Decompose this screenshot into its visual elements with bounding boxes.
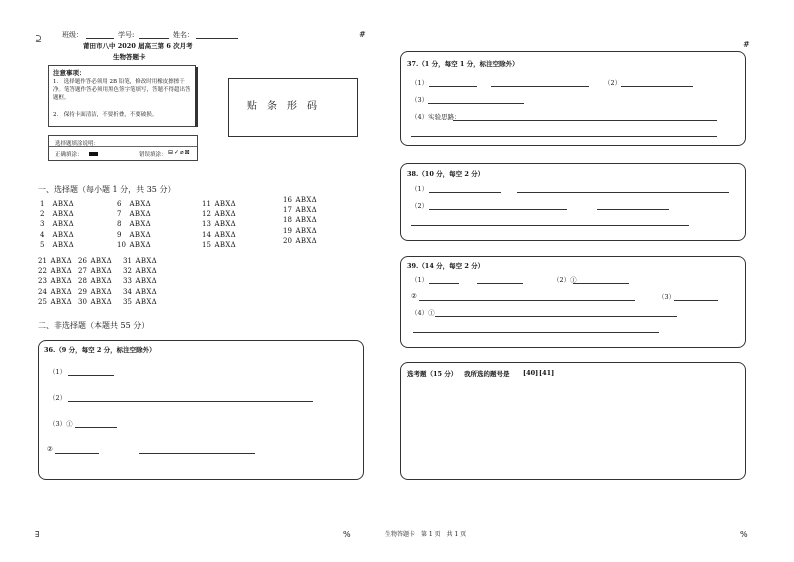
q38-title: 38.（10 分，每空 2 分） bbox=[407, 170, 485, 178]
mc-question-number: 34 bbox=[123, 287, 132, 296]
mc-question-9[interactable] bbox=[117, 231, 151, 239]
mc-question-3[interactable] bbox=[40, 220, 74, 228]
q38-answer-2b[interactable] bbox=[597, 209, 669, 210]
mc-question-11[interactable] bbox=[202, 200, 236, 208]
mc-question-number: 21 bbox=[38, 257, 47, 265]
mc-question-18[interactable] bbox=[283, 216, 317, 224]
mc-question-34[interactable] bbox=[123, 288, 157, 296]
q36-l2-label: （2） bbox=[49, 394, 67, 402]
mc-question-number: 32 bbox=[123, 267, 132, 276]
mc-question-number: 22 bbox=[38, 267, 47, 276]
mc-options[interactable]: ABXΔ bbox=[50, 230, 74, 239]
mc-question-number: 4 bbox=[40, 230, 45, 239]
q38-answer-2a[interactable] bbox=[429, 209, 567, 210]
q38-l2-label: （2） bbox=[411, 202, 429, 210]
mc-options[interactable]: ABXΔ bbox=[212, 220, 236, 229]
mc-question-number: 9 bbox=[117, 230, 122, 239]
fill-wrong-label: 错误填涂： bbox=[139, 152, 167, 158]
elective-option-40[interactable]: [40] bbox=[523, 369, 539, 377]
mc-options[interactable]: ABXΔ bbox=[212, 240, 236, 249]
mc-options[interactable]: ABXΔ bbox=[48, 257, 72, 265]
mc-question-number: 6 bbox=[117, 200, 122, 208]
mc-question-25[interactable] bbox=[38, 298, 72, 306]
mc-options[interactable]: ABXΔ bbox=[293, 206, 317, 215]
mc-question-number: 13 bbox=[202, 220, 211, 229]
page-footer: 生物答题卡 第 1 页 共 1 页 bbox=[385, 531, 467, 538]
mc-question-5[interactable] bbox=[40, 241, 74, 249]
mc-question-number: 20 bbox=[283, 236, 292, 245]
number-field[interactable] bbox=[139, 38, 169, 39]
q39-answer-3[interactable] bbox=[674, 300, 718, 301]
q39-box bbox=[400, 256, 746, 348]
mc-options[interactable]: ABXΔ bbox=[88, 267, 112, 276]
name-label: 姓名： bbox=[173, 31, 194, 39]
mc-question-23[interactable] bbox=[38, 277, 72, 285]
mc-question-20[interactable] bbox=[283, 237, 317, 245]
mc-question-number: 15 bbox=[202, 240, 211, 249]
mc-question-number: 2 bbox=[40, 210, 45, 219]
q37-answer-3[interactable] bbox=[428, 103, 524, 104]
mc-question-number: 27 bbox=[78, 267, 87, 276]
mc-question-number: 1 bbox=[40, 200, 45, 208]
mc-options[interactable]: ABXΔ bbox=[127, 220, 151, 229]
mc-question-number: 7 bbox=[117, 210, 122, 219]
corner-mark: ⊇ bbox=[35, 34, 42, 43]
mc-options[interactable]: ABXΔ bbox=[212, 210, 236, 219]
mc-options[interactable]: ABXΔ bbox=[293, 236, 317, 245]
mc-question-28[interactable] bbox=[78, 277, 112, 285]
elective-box bbox=[400, 362, 746, 480]
mc-options[interactable]: ABXΔ bbox=[48, 277, 72, 286]
q37-title: 37.（1 分，每空 1 分，标注空除外） bbox=[407, 60, 519, 68]
notice-item-2: 2. 保持卡面清洁，不要折叠，不要破损。 bbox=[53, 112, 158, 118]
mc-question-number: 3 bbox=[40, 220, 45, 229]
mc-question-7[interactable] bbox=[117, 210, 151, 218]
mc-options[interactable]: ABXΔ bbox=[127, 200, 151, 208]
mc-question-number: 17 bbox=[283, 206, 292, 215]
corner-mark: % bbox=[740, 530, 748, 539]
mc-question-number: 29 bbox=[78, 287, 87, 296]
mc-options[interactable]: ABXΔ bbox=[48, 267, 72, 276]
q39-l2b-label: ② bbox=[411, 292, 417, 300]
mc-question-32[interactable] bbox=[123, 267, 157, 275]
mc-question-30[interactable] bbox=[78, 298, 112, 306]
corner-mark: ∃ bbox=[35, 530, 40, 539]
q37-answer-4a[interactable] bbox=[453, 120, 717, 121]
fill-guide-box bbox=[48, 135, 198, 161]
mc-options[interactable]: ABXΔ bbox=[127, 210, 151, 219]
mc-question-number: 10 bbox=[117, 240, 126, 249]
q39-answer-4a[interactable] bbox=[435, 316, 677, 317]
mc-options[interactable]: ABXΔ bbox=[133, 267, 157, 276]
q37-answer-4b[interactable] bbox=[411, 136, 717, 137]
fill-correct-label: 正确填涂： bbox=[55, 152, 83, 158]
mc-question-24[interactable] bbox=[38, 288, 72, 296]
mc-options[interactable]: ABXΔ bbox=[50, 210, 74, 219]
mc-options[interactable]: ABXΔ bbox=[48, 297, 72, 306]
page-title: 生物答题卡 bbox=[113, 53, 146, 61]
mc-question-number: 35 bbox=[123, 297, 132, 306]
q39-answer-2a[interactable] bbox=[573, 283, 629, 284]
q37-l4-label: （4）实验思路： bbox=[411, 113, 461, 121]
mc-question-number: 33 bbox=[123, 277, 132, 286]
mc-question-number: 24 bbox=[38, 287, 47, 296]
mc-options[interactable]: ABXΔ bbox=[293, 226, 317, 235]
q37-answer-1a[interactable] bbox=[429, 86, 477, 87]
q37-l3-label: （3） bbox=[411, 96, 429, 104]
q36-l3-label: （3）① bbox=[49, 420, 73, 428]
mc-question-number: 14 bbox=[202, 230, 211, 239]
mc-options[interactable]: ABXΔ bbox=[50, 220, 74, 229]
mc-options[interactable]: ABXΔ bbox=[293, 196, 317, 204]
notice-box bbox=[48, 65, 196, 127]
q39-l3-label: （3） bbox=[658, 293, 676, 301]
q36-answer-3b[interactable] bbox=[55, 453, 99, 454]
mc-question-number: 30 bbox=[78, 297, 87, 306]
notice-item-1: 1. 选择题作答必须用 2B 铅笔，修改时用橡皮擦擦干净。笔答题作答必须用黑色签字笔填写，答题不得超出答题框。 bbox=[53, 79, 191, 101]
mc-options[interactable]: ABXΔ bbox=[50, 200, 74, 208]
mc-options[interactable]: ABXΔ bbox=[88, 297, 112, 306]
notice-shadow bbox=[195, 67, 198, 127]
mc-options[interactable]: ABXΔ bbox=[133, 257, 157, 265]
q39-answer-1a[interactable] bbox=[429, 283, 459, 284]
school-line: 莆田市八中 2020 届高三第 6 次月考 bbox=[83, 42, 193, 50]
wrong-marks-icon: ⊟✓⌀⊠ bbox=[168, 149, 191, 156]
q36-title: 36.（9 分，每空 2 分，标注空除外） bbox=[44, 346, 156, 354]
elective-choice-label: 我所选的题号是 bbox=[464, 370, 510, 378]
mc-question-6[interactable] bbox=[117, 200, 151, 208]
mc-question-13[interactable] bbox=[202, 220, 236, 228]
mc-options[interactable]: ABXΔ bbox=[88, 287, 112, 296]
q38-l1-label: （1） bbox=[411, 185, 429, 193]
mc-options[interactable]: ABXΔ bbox=[133, 287, 157, 296]
q39-title: 39.（14 分，每空 2 分） bbox=[407, 262, 485, 270]
mc-question-27[interactable] bbox=[78, 267, 112, 275]
mc-options[interactable]: ABXΔ bbox=[212, 230, 236, 239]
mc-options[interactable]: ABXΔ bbox=[133, 277, 157, 286]
name-field[interactable] bbox=[196, 38, 238, 39]
mc-question-2[interactable] bbox=[40, 210, 74, 218]
mc-question-22[interactable] bbox=[38, 267, 72, 275]
corner-mark: % bbox=[343, 530, 351, 539]
mc-question-number: 8 bbox=[117, 220, 122, 229]
mc-question-number: 23 bbox=[38, 277, 47, 286]
mc-question-number: 18 bbox=[283, 216, 292, 225]
fill-guide-title: 选择题填涂说明： bbox=[55, 141, 100, 147]
free-section-title: 二、非选择题（本题共 55 分） bbox=[38, 321, 150, 330]
mc-question-19[interactable] bbox=[283, 227, 317, 235]
mc-options[interactable]: ABXΔ bbox=[212, 200, 236, 208]
mc-question-number: 16 bbox=[283, 196, 292, 204]
mc-question-1[interactable] bbox=[40, 200, 74, 208]
q37-answer-1b[interactable] bbox=[491, 86, 589, 87]
mc-question-number: 19 bbox=[283, 226, 292, 235]
mc-question-4[interactable] bbox=[40, 231, 74, 239]
mc-question-number: 11 bbox=[202, 200, 211, 208]
mc-question-26[interactable] bbox=[78, 257, 112, 265]
mc-question-16[interactable] bbox=[283, 196, 317, 204]
q36-answer-3c[interactable] bbox=[139, 453, 255, 454]
mc-question-8[interactable] bbox=[117, 220, 151, 228]
mc-options[interactable]: ABXΔ bbox=[293, 216, 317, 225]
mc-question-number: 25 bbox=[38, 297, 47, 306]
mc-options[interactable]: ABXΔ bbox=[127, 230, 151, 239]
mc-question-17[interactable] bbox=[283, 206, 317, 214]
mc-question-15[interactable] bbox=[202, 241, 236, 249]
class-label: 班级： bbox=[62, 31, 83, 39]
mc-question-number: 5 bbox=[40, 240, 45, 249]
mc-section-title: 一、选择题（每小题 1 分，共 35 分） bbox=[38, 185, 176, 194]
fill-guide-divider bbox=[49, 146, 197, 147]
q39-l2-label: （2）① bbox=[553, 276, 577, 284]
q37-l1-label: （1） bbox=[411, 79, 429, 87]
mc-question-29[interactable] bbox=[78, 288, 112, 296]
mc-options[interactable]: ABXΔ bbox=[127, 240, 151, 249]
notice-title: 注意事项： bbox=[53, 69, 86, 77]
q39-l1-label: （1） bbox=[411, 276, 429, 284]
q39-answer-1b[interactable] bbox=[477, 283, 523, 284]
barcode-label: 贴 条 形 码 bbox=[247, 101, 317, 112]
barcode-area bbox=[228, 78, 358, 137]
q39-l4-label: （4）① bbox=[411, 309, 435, 317]
q37-l2-label: （2） bbox=[604, 79, 622, 87]
mc-question-33[interactable] bbox=[123, 277, 157, 285]
mc-question-number: 12 bbox=[202, 210, 211, 219]
corner-mark: # bbox=[359, 30, 366, 39]
mc-question-21[interactable] bbox=[38, 257, 72, 265]
mc-options[interactable]: ABXΔ bbox=[48, 287, 72, 296]
q36-answer-1[interactable] bbox=[68, 375, 114, 376]
mc-question-12[interactable] bbox=[202, 210, 236, 218]
mc-options[interactable]: ABXΔ bbox=[88, 257, 112, 265]
q36-l1-label: （1） bbox=[49, 368, 67, 376]
elective-title: 选考题（15 分） bbox=[407, 370, 458, 378]
mc-question-number: 28 bbox=[78, 277, 87, 286]
mc-options[interactable]: ABXΔ bbox=[50, 240, 74, 249]
mc-options[interactable]: ABXΔ bbox=[133, 297, 157, 306]
mc-question-35[interactable] bbox=[123, 298, 157, 306]
q37-answer-2[interactable] bbox=[621, 86, 693, 87]
filled-mark-icon bbox=[89, 152, 98, 156]
q38-box bbox=[400, 163, 746, 241]
q38-answer-2c[interactable] bbox=[411, 225, 689, 226]
class-field[interactable] bbox=[86, 38, 114, 39]
mc-question-14[interactable] bbox=[202, 231, 236, 239]
q36-answer-3a[interactable] bbox=[75, 427, 117, 428]
q39-answer-2b[interactable] bbox=[419, 300, 635, 301]
mc-options[interactable]: ABXΔ bbox=[88, 277, 112, 286]
corner-mark: # bbox=[743, 40, 750, 49]
q36-answer-2[interactable] bbox=[68, 401, 313, 402]
q39-answer-4b[interactable] bbox=[413, 332, 659, 333]
q37-box bbox=[400, 51, 746, 146]
mc-question-31[interactable] bbox=[123, 257, 157, 265]
q36-box bbox=[38, 340, 364, 480]
mc-question-number: 26 bbox=[78, 257, 87, 265]
mc-question-10[interactable] bbox=[117, 241, 151, 249]
mc-question-number: 31 bbox=[123, 257, 132, 265]
q36-l4-label: ② bbox=[47, 445, 53, 453]
q38-answer-1b[interactable] bbox=[517, 192, 729, 193]
elective-option-41[interactable]: [41] bbox=[539, 369, 555, 377]
number-label: 学号: bbox=[118, 31, 135, 39]
q38-answer-1a[interactable] bbox=[429, 192, 501, 193]
